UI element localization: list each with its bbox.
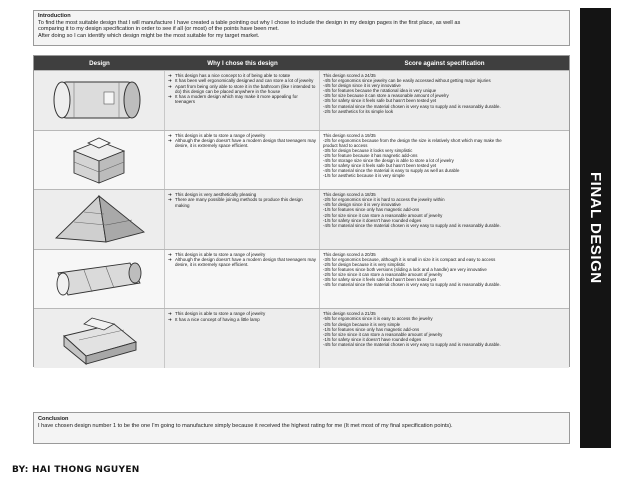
why-bullet: ➔ There are many possible joining methods to produce this design making xyxy=(168,197,316,208)
design-sketch-cell xyxy=(34,131,165,190)
score-cell xyxy=(320,309,569,368)
why-bullet: ➔ This design is able to store a range of jewelry xyxy=(168,133,316,138)
score-line: -3/5 for features since both versions (sliding a lock and a handle) are very innovative xyxy=(323,267,487,273)
tiered-scoop-design-icon xyxy=(44,312,154,366)
score-line: -4/5 for features because the rotational idea is very unique xyxy=(323,88,437,94)
cylinder-box-design-icon xyxy=(44,74,154,126)
design-sketch-cell xyxy=(34,250,165,309)
why-cell xyxy=(165,309,320,368)
conclusion-text: I have chosen design number 1 to be the one I'm going to manufacture simply because it received the highest rating for me (It met most of my final specification points). xyxy=(38,422,453,429)
why-cell xyxy=(165,71,320,130)
score-line: -4/5 for material since the material chosen is very easy to supply and is reasonably durable. xyxy=(323,341,501,347)
score-line: -2/5 for size since it can store a reasonable amount of jewelry xyxy=(323,272,443,278)
table-row xyxy=(34,308,569,368)
why-bullet: ➔ This design is able to store a range of jewelry xyxy=(168,252,316,257)
why-bullet: ➔ This design has a nice concept to it of being able to rotate xyxy=(168,73,316,78)
introduction-heading: Introduction xyxy=(38,13,71,19)
why-cell xyxy=(165,250,320,309)
why-bullet: ➔ This design is very aesthetically pleasing xyxy=(168,192,316,197)
table-row xyxy=(34,249,569,309)
score-line: -1/5 for safety since it doesn't have rounded edges xyxy=(323,217,422,223)
score-line: -1/5 for features since only has magnetic add-ons xyxy=(323,207,420,213)
score-total: This design scored a 18/35 xyxy=(323,192,376,198)
score-line: product hard to access xyxy=(323,142,368,148)
author-byline: BY: HAI THONG NGUYEN xyxy=(12,465,140,475)
log-tube-design-icon xyxy=(44,253,154,305)
score-line: -2/5 for size since it can store a reasonable amount of jewelry xyxy=(323,212,443,218)
design-sketch-cell xyxy=(34,309,165,368)
stacked-cube-design-icon xyxy=(54,133,144,187)
score-line: -1/5 for features since only has magnetic add-ons xyxy=(323,326,420,332)
score-total: This design scored a 21/35 xyxy=(323,311,376,317)
header-score: Score against specification xyxy=(404,59,485,67)
conclusion-heading: Conclusion xyxy=(38,416,69,422)
table-row xyxy=(34,189,569,249)
score-cell xyxy=(320,71,569,130)
score-line: -4/5 for material since the material chosen is very easy to supply and is reasonably durable. xyxy=(323,103,501,109)
introduction-box xyxy=(33,10,570,46)
header-design: Design xyxy=(89,59,110,67)
score-line: -4/5 for ergonomics since jewelry can be easily accessed without getting major injuries xyxy=(323,78,491,84)
conclusion-box xyxy=(33,412,570,444)
header-why: Why I chose this design xyxy=(207,59,278,67)
document-frame xyxy=(33,10,572,446)
score-line: -4/5 for material since the material chosen is very easy to supply and is reasonably durable. xyxy=(323,282,501,288)
score-line: -4/5 for material since the material chosen is very easy to supply and is reasonably durable. xyxy=(323,222,501,228)
why-bullet: ➔ Although the design doesn't have a modern design that teenagers may desire, it is extremely space efficient. xyxy=(168,257,316,268)
why-cell xyxy=(165,190,320,249)
pyramid-design-icon xyxy=(44,192,154,246)
why-bullet: ➔ It has been well ergonomically designed and can store a lot of jewelry xyxy=(168,78,316,83)
design-comparison-table xyxy=(33,55,570,367)
why-bullet: ➔ It has a nice concept of having a little lamp xyxy=(168,317,316,322)
score-cell xyxy=(320,190,569,249)
score-line: -5/5 for ergonomics since it is easy to access the jewelry xyxy=(323,316,433,322)
score-total: This design scored a 19/35 xyxy=(323,132,376,138)
score-line: -1/5 for safety since it doesn't have rounded edges xyxy=(323,336,422,342)
score-line: -2/5 for ergonomics because from the design the size is relatively short which may make the xyxy=(323,137,502,143)
score-line: -3/5 for safety since it feels safe but hasn't been tested yet xyxy=(323,98,437,104)
side-title-bar xyxy=(580,8,611,448)
score-line: -2/5 for aesthetics for its simple look xyxy=(323,108,394,114)
score-line: -4/5 for material since the material is easy to supply as well as durable xyxy=(323,168,460,174)
score-line: -4/5 for storage size since the design is able to store a lot of jewelry xyxy=(323,158,454,164)
why-bullet: ➔ This design is able to store a range of jewelry xyxy=(168,311,316,316)
score-line: -3/5 for safety since it feels safe but hasn't been tested yet xyxy=(323,163,437,169)
score-line: -3/5 for design because it looks very simplistic xyxy=(323,147,413,153)
score-line: -4/5 for design since it is very innovative xyxy=(323,202,401,208)
score-line: -2/5 for size since it can store a reasonable amount of jewelry xyxy=(323,331,443,337)
score-total: This design scored a 20/35 xyxy=(323,251,376,257)
why-bullet: ➔ It has a modern design which may make it more appealing for teenagers xyxy=(168,94,316,105)
score-line: -2/5 for ergonomics since it is hard to access the jewelry within xyxy=(323,197,445,203)
table-header xyxy=(34,56,569,70)
why-cell xyxy=(165,131,320,190)
score-total: This design scored a 24/35 xyxy=(323,73,376,78)
design-sketch-cell xyxy=(34,190,165,249)
score-line: -3/5 for safety since it feels safe but hasn't been tested yet xyxy=(323,277,437,283)
score-line: -1/5 for aesthetic because it is very simple xyxy=(323,173,405,179)
score-line: -2/5 for design because it is very simple xyxy=(323,321,401,327)
design-sketch-cell xyxy=(34,71,165,130)
introduction-line: To find the most suitable design that I will manufacture I have created a table pointing out why I chose to include the design in my design pages in the first place, as well as xyxy=(38,19,461,26)
score-line: -2/5 for feature because it has magnetic add-ons xyxy=(323,152,418,158)
score-cell xyxy=(320,250,569,309)
why-bullet: ➔ Apart from being only able to store it in the bathroom (like I intended to do) this design can be placed anywhere in the house xyxy=(168,84,316,95)
score-line: -4/5 for design since it is very innovative xyxy=(323,83,401,89)
introduction-line: comparing it to my design specification in order to see if all (or most) of the points have been met. xyxy=(38,26,279,33)
side-title: FINAL DESIGN xyxy=(587,172,604,284)
score-line: -3/5 for size because it can store a reasonable amount of jewelry xyxy=(323,93,449,99)
score-line: -3/5 for ergonomics because, although it is small in size it is compact and easy to access xyxy=(323,256,496,262)
table-body xyxy=(34,70,569,368)
score-cell xyxy=(320,131,569,190)
table-row xyxy=(34,130,569,190)
why-bullet: ➔ Although the design doesn't have a modern design that teenagers may desire, it is extremely space efficient. xyxy=(168,138,316,149)
introduction-line: After doing so I can identify which design might be the most suitable for my target market. xyxy=(38,32,260,39)
score-line: -2/5 for design because it is very simplistic xyxy=(323,261,406,267)
table-row xyxy=(34,70,569,130)
